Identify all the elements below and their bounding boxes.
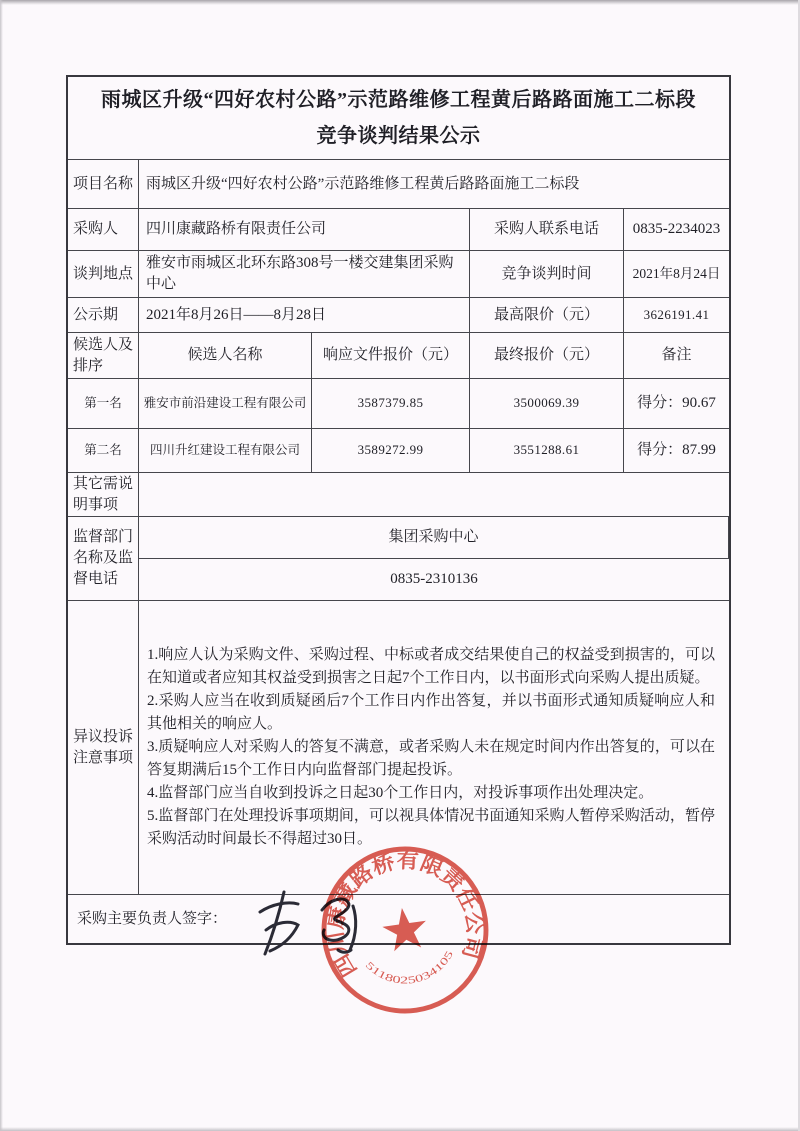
candidate-name: 四川升红建设工程有限公司 bbox=[139, 429, 312, 473]
candidate-name-header: 候选人名称 bbox=[139, 333, 312, 379]
scan-edge-left bbox=[0, 0, 3, 1131]
title-line-2: 竞争谈判结果公示 bbox=[316, 125, 481, 147]
doc-price-header: 响应文件报价（元） bbox=[312, 333, 470, 379]
supervision-label: 监督部门名称及监督电话 bbox=[68, 517, 139, 601]
seal-company-text: 四川康藏路桥有限责任公司 bbox=[324, 850, 485, 981]
other-notes-label: 其它需说明事项 bbox=[68, 473, 139, 517]
purchaser-phone-label: 采购人联系电话 bbox=[470, 209, 624, 251]
scan-edge-top bbox=[0, 0, 800, 5]
objection-label: 异议投诉注意事项 bbox=[68, 601, 139, 895]
max-price-label: 最高限价（元） bbox=[470, 298, 624, 333]
venue-label: 谈判地点 bbox=[68, 251, 139, 298]
result-table bbox=[66, 75, 731, 945]
purchaser-label: 采购人 bbox=[68, 209, 139, 251]
publicity-period-label: 公示期 bbox=[68, 298, 139, 333]
candidate-name: 雅安市前沿建设工程有限公司 bbox=[139, 379, 312, 429]
negotiation-time-label: 竞争谈判时间 bbox=[470, 251, 624, 298]
candidate-remark: 得分：90.67 bbox=[624, 379, 729, 429]
candidate-rank-header: 候选人及排序 bbox=[68, 333, 139, 379]
objection-item-4: 4.监督部门应当自收到投诉之日起30个工作日内，对投诉事项作出处理决定。 bbox=[147, 785, 654, 802]
seal-star-icon bbox=[380, 905, 429, 953]
other-notes-value bbox=[139, 473, 729, 517]
supervision-department: 集团采购中心 bbox=[139, 517, 729, 559]
candidate-final-price: 3500069.39 bbox=[470, 379, 624, 429]
remark-header: 备注 bbox=[624, 333, 729, 379]
max-price-value: 3626191.41 bbox=[624, 298, 729, 333]
candidate-doc-price: 3589272.99 bbox=[312, 429, 470, 473]
scan-edge-bottom bbox=[0, 1127, 800, 1131]
purchaser-value: 四川康藏路桥有限责任公司 bbox=[139, 209, 470, 251]
company-seal bbox=[304, 829, 505, 1030]
final-price-header: 最终报价（元） bbox=[470, 333, 624, 379]
project-name-value: 雨城区升级“四好农村公路”示范路维修工程黄后路路面施工二标段 bbox=[139, 160, 729, 209]
document-title bbox=[68, 77, 729, 160]
objection-item-5: 5.监督部门在处理投诉事项期间，可以视具体情况书面通知采购人暂停采购活动，暂停采购活动时间最长不得超过30日。 bbox=[147, 808, 715, 848]
objection-item-1: 1.响应人认为采购文件、采购过程、中标或者成交结果使自己的权益受到损害的，可以在知道或者应知其权益受到损害之日起7个工作日内，以书面形式向采购人提出质疑。 bbox=[147, 646, 715, 686]
purchaser-phone-value: 0835-2234023 bbox=[624, 209, 729, 251]
publicity-period-value: 2021年8月26日——8月28日 bbox=[139, 298, 470, 333]
seal-code-text: 5118025034105 bbox=[362, 951, 455, 987]
title-line-1: 雨城区升级“四好农村公路”示范路维修工程黄后路路面施工二标段 bbox=[101, 89, 696, 111]
candidate-rank: 第一名 bbox=[68, 379, 139, 429]
venue-value: 雅安市雨城区北环东路308号一楼交建集团采购中心 bbox=[139, 251, 470, 298]
supervision-phone: 0835-2310136 bbox=[139, 559, 729, 601]
negotiation-time-value: 2021年8月24日 bbox=[624, 251, 729, 298]
objection-item-3: 3.质疑响应人对采购人的答复不满意，或者采购人未在规定时间内作出答复的，可以在答复期满后15个工作日内向监督部门提起投诉。 bbox=[147, 738, 715, 779]
candidate-remark: 得分：87.99 bbox=[624, 429, 729, 473]
signature-label: 采购主要负责人签字： bbox=[77, 910, 228, 927]
candidate-rank: 第二名 bbox=[68, 429, 139, 473]
candidate-final-price: 3551288.61 bbox=[470, 429, 624, 473]
candidate-doc-price: 3587379.85 bbox=[312, 379, 470, 429]
objection-item-2: 2.采购人应当在收到质疑函后7个工作日内作出答复，并以书面形式通知质疑响应人和其他相关的响应人。 bbox=[147, 692, 715, 732]
project-name-label: 项目名称 bbox=[68, 160, 139, 209]
